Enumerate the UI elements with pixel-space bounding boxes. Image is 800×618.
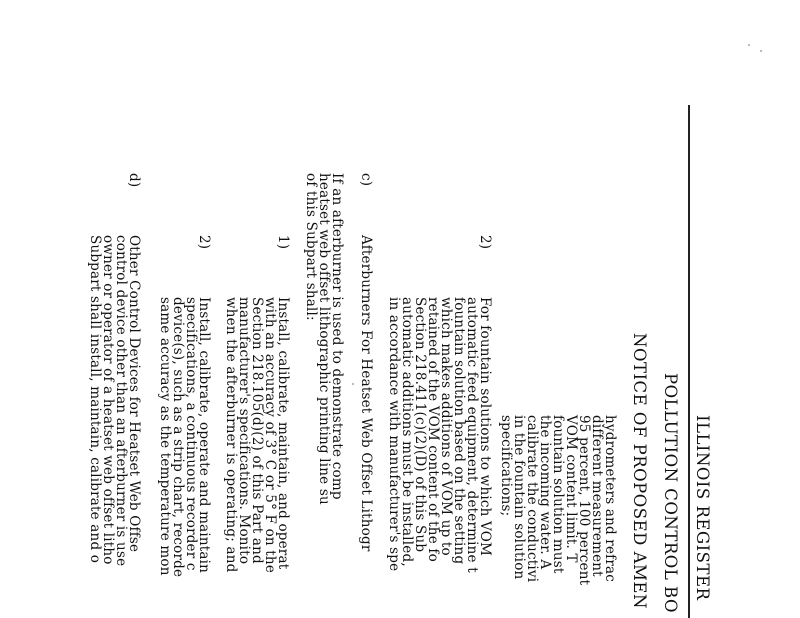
item-2b-number: 2) [196, 235, 212, 250]
section-d-number: d) [126, 173, 142, 188]
item-1-line: Section 218.105(d)(2) of this Part and [249, 297, 265, 564]
item-2-line: automatic feed equipment, determine t [464, 297, 480, 573]
item-2-line: automatic additions must be installed, [399, 297, 415, 567]
item-1-line: manufacturer's specifications. Monito [236, 297, 252, 565]
item-2-line: fountain solution based on the setting [451, 297, 467, 565]
section-c-heading: Afterburners For Heatset Web Offset Lithogr [358, 235, 374, 552]
continued-line: calibrate the conductivi [524, 415, 540, 583]
section-c-number: c) [358, 173, 374, 187]
continued-line: hydrometers and refrac [602, 415, 618, 582]
section-c-intro-line: If an afterburner is used to demonstrate comp [329, 173, 345, 500]
item-1-number: 1) [275, 235, 291, 250]
scan-speck [760, 50, 762, 52]
item-2b-line: Install, calibrate, operate and maintain [196, 297, 212, 574]
section-c-intro-line: of this Subpart shall: [303, 173, 319, 321]
continued-line: in the fountain solution [511, 415, 527, 580]
item-2-line: in accordance with manufacturer's spe [386, 297, 402, 572]
board-title: POLLUTION CONTROL BO [661, 373, 680, 613]
item-2b-line: same accuracy as the temperature mon [157, 297, 173, 576]
item-2-line: For fountain solutions to which VOM [477, 297, 493, 557]
item-2-line: which makes additions of VOM up to [438, 297, 454, 556]
item-2-line: Section 218.411(c)(2)(D) of this Sub [412, 297, 428, 553]
continued-line: specifications; [498, 415, 514, 517]
item-2b-line: device(s), such as a strip chart, recorde [170, 297, 186, 578]
item-1-line: Install, calibrate, maintain, and operat [275, 297, 291, 570]
section-d-line: control device other than an afterburner is use [113, 235, 129, 567]
notice-title: NOTICE OF PROPOSED AMEN [630, 333, 649, 609]
register-title: ILLINOIS REGISTER [693, 415, 712, 601]
item-2b-line: specifications, a continuous recorder c [183, 297, 199, 571]
continued-line: fountain solution must [550, 415, 566, 574]
item-2-number: 2) [477, 235, 493, 250]
section-c-intro-line: heatset web offset lithographic printing line su [316, 173, 332, 505]
header-rule [688, 105, 690, 618]
item-1-line: when the afterburner is operating; and [223, 297, 239, 573]
continued-line: 95 percent, 100 percent [576, 415, 592, 586]
scan-speck [352, 383, 354, 385]
continued-line: different measurement [589, 415, 605, 577]
section-d-line: owner or operator of a heatset web offset litho [100, 235, 116, 565]
continued-line: VOM content limit. T [563, 415, 579, 563]
item-2-line: retained of the VOM content of the fo [425, 297, 441, 562]
section-d-line: Other Control Devices for Heatset Web Offse [126, 235, 142, 553]
scan-speck [748, 44, 750, 46]
item-1-line: with an accuracy of 3° C or 5° F on the [262, 297, 278, 574]
continued-line: the incoming water. A [537, 415, 553, 570]
section-d-line: Subpart shall install, maintain, calibrate and o [87, 235, 103, 564]
